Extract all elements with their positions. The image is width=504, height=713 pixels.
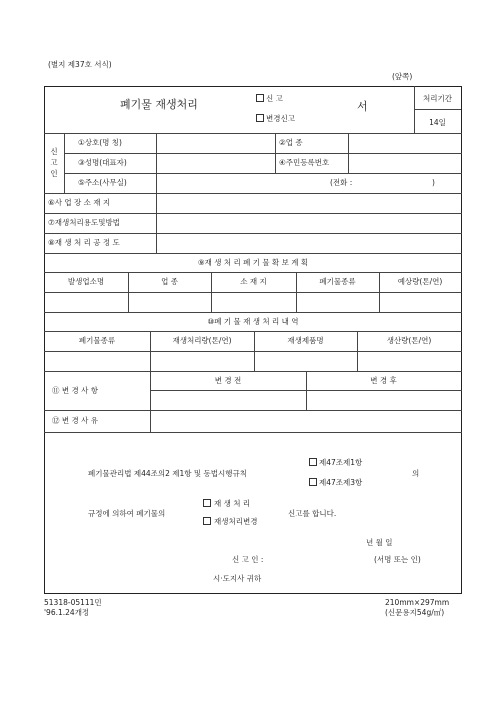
office-address-label: ⑤주소(사무실) bbox=[78, 178, 127, 187]
form-code: 51318-05111민 bbox=[44, 598, 102, 607]
processing-period-value: 14일 bbox=[429, 118, 446, 127]
business-location-field[interactable] bbox=[157, 194, 460, 212]
form-title-suffix: 서 bbox=[357, 100, 368, 113]
business-name-label: ①상호(명 칭) bbox=[78, 138, 122, 147]
plan-industry-field[interactable] bbox=[129, 293, 210, 311]
recycling-change-option-label: 재생처리변경 bbox=[214, 517, 258, 526]
declaration-suffix: 의 bbox=[412, 469, 420, 478]
details-col-production: 생산량(톤/연) bbox=[386, 336, 432, 345]
plan-col-waste-type: 폐기물종류 bbox=[319, 277, 356, 286]
article-47-1-checkbox[interactable] bbox=[309, 458, 317, 466]
signer-name-field[interactable] bbox=[290, 552, 370, 566]
form-annex-label: (별지 제37호 서식) bbox=[48, 60, 112, 69]
change-items-label: ⑪ 변 경 사 항 bbox=[52, 386, 99, 395]
declaration-waste-text: 규정에 의하여 폐기물의 bbox=[88, 509, 166, 518]
resident-id-label: ④주민등록번호 bbox=[279, 158, 330, 167]
change-after-field[interactable] bbox=[307, 391, 460, 409]
plan-col-location: 소 재 지 bbox=[240, 277, 267, 286]
details-col-product-name: 재생제품명 bbox=[287, 336, 324, 345]
details-col-waste-type: 폐기물종류 bbox=[78, 336, 116, 345]
report-checkbox[interactable] bbox=[256, 94, 264, 102]
change-reason-field[interactable] bbox=[151, 411, 460, 431]
plan-col-industry: 업 종 bbox=[161, 277, 178, 286]
recycling-option-label: 재 생 처 리 bbox=[214, 499, 251, 508]
article-47-3-label: 제47조제3항 bbox=[319, 478, 363, 487]
report-option-label: 신 고 bbox=[266, 94, 283, 103]
process-diagram-field[interactable] bbox=[157, 234, 460, 252]
paper-type: (신문용지54g/㎡) bbox=[385, 608, 445, 617]
phone-field[interactable] bbox=[368, 174, 430, 192]
industry-field[interactable] bbox=[349, 134, 460, 152]
details-waste-type-field[interactable] bbox=[45, 352, 149, 370]
article-47-1-label: 제47조제1항 bbox=[319, 458, 363, 467]
business-location-label: ⑥사 업 장 소 재 지 bbox=[48, 198, 111, 207]
representative-field[interactable] bbox=[157, 154, 274, 172]
phone-close-paren: ) bbox=[432, 178, 435, 187]
recycling-change-checkbox[interactable] bbox=[203, 517, 211, 525]
change-report-checkbox[interactable] bbox=[256, 114, 264, 122]
change-after-label: 변 경 후 bbox=[370, 376, 397, 385]
reporter-group-char-3: 인 bbox=[50, 169, 58, 178]
details-production-field[interactable] bbox=[358, 352, 460, 370]
plan-waste-type-field[interactable] bbox=[297, 293, 378, 311]
processing-period-label: 처리기간 bbox=[423, 94, 452, 103]
declaration-closing-text: 신고를 합니다. bbox=[288, 509, 337, 518]
signer-label: 신 고 인 : bbox=[232, 555, 264, 564]
form-title: 폐기물 재생처리 bbox=[120, 98, 198, 111]
details-col-recycle-amount: 재생처리량(톤/연) bbox=[172, 336, 232, 345]
change-reason-label: ⑫ 변 경 사 유 bbox=[52, 416, 99, 425]
industry-label: ②업 종 bbox=[279, 138, 303, 147]
acquisition-plan-title: ⑨재 생 처 리 폐 기 물 확 보 계 획 bbox=[197, 258, 309, 267]
business-name-field[interactable] bbox=[157, 134, 274, 152]
change-report-option-label: 변경신고 bbox=[266, 114, 295, 123]
plan-col-source-business: 발생업소명 bbox=[67, 277, 105, 286]
usage-method-label: ⑦재생처리용도및방법 bbox=[48, 218, 120, 227]
front-side-label: (앞쪽) bbox=[392, 72, 413, 81]
recycling-checkbox[interactable] bbox=[203, 499, 211, 507]
declaration-law-text: 폐기물관리법 제44조의2 제1항 및 동법시행규칙 bbox=[88, 469, 248, 478]
change-before-field[interactable] bbox=[151, 391, 305, 409]
recycling-details-title: ⑩폐 기 물 재 생 처 리 내 역 bbox=[207, 317, 299, 326]
article-47-3-checkbox[interactable] bbox=[309, 478, 317, 486]
reporter-group-char-2: 고 bbox=[50, 158, 58, 167]
reporter-group-char-1: 신 bbox=[50, 147, 58, 156]
plan-col-expected-amount: 예상량(톤/연) bbox=[397, 277, 443, 286]
declaration-date[interactable]: 년 월 일 bbox=[366, 538, 393, 547]
change-before-label: 변 경 전 bbox=[214, 376, 242, 385]
details-recycle-amount-field[interactable] bbox=[151, 352, 253, 370]
addressee: 시·도지사 귀하 bbox=[213, 574, 262, 583]
revision-date: '96.1.24개정 bbox=[44, 608, 90, 617]
paper-size: 210mm×297mm bbox=[385, 598, 450, 607]
details-product-name-field[interactable] bbox=[255, 352, 356, 370]
office-address-field[interactable] bbox=[157, 174, 327, 192]
plan-expected-amount-field[interactable] bbox=[380, 293, 460, 311]
process-diagram-label: ⑧재 생 처 리 공 정 도 bbox=[48, 238, 120, 247]
signature-note: (서명 또는 인) bbox=[374, 555, 421, 564]
plan-location-field[interactable] bbox=[212, 293, 295, 311]
representative-label: ③성명(대표자) bbox=[78, 158, 127, 167]
plan-source-business-field[interactable] bbox=[45, 293, 127, 311]
resident-id-field[interactable] bbox=[349, 154, 460, 172]
phone-label: (전화 : bbox=[330, 178, 353, 187]
usage-method-field[interactable] bbox=[157, 214, 460, 232]
